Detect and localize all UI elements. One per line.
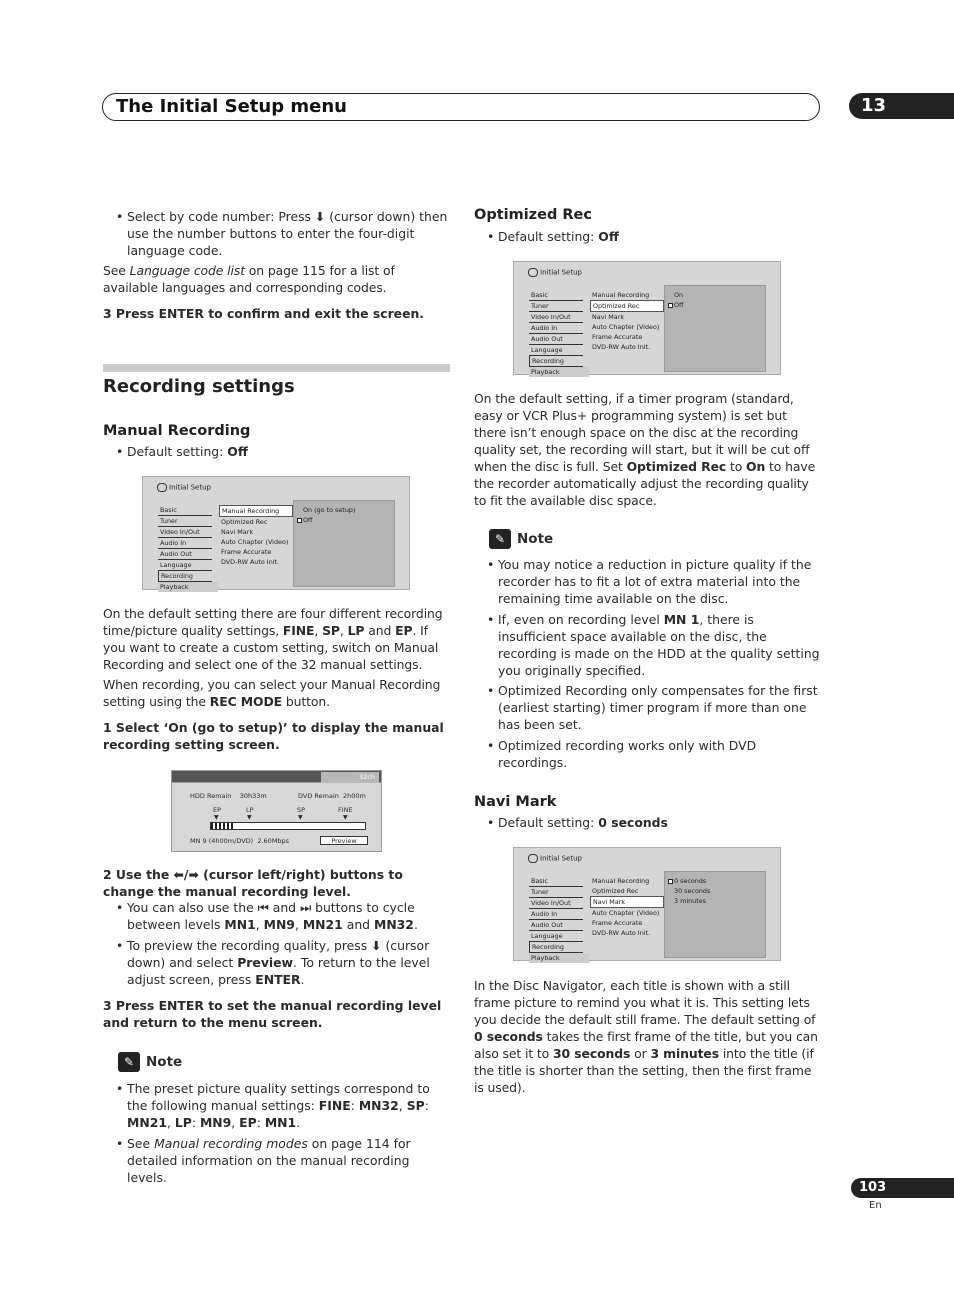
note-heading-left: ✎ Note (118, 1052, 182, 1072)
menu-playback: Playback (529, 367, 589, 377)
level-fill (211, 823, 235, 829)
menu-basic: Basic (529, 876, 583, 887)
item-optimized: Optimized Rec (592, 887, 639, 895)
item-auto-chapter: Auto Chapter (Video) (592, 323, 660, 331)
opt-30s: 30 seconds (674, 887, 711, 895)
note-heading-right: ✎ Note (489, 529, 553, 549)
item-navi: Navi Mark (592, 313, 625, 321)
step-1: 1 Select ‘On (go to setup)’ to display the manual recording setting screen. (103, 720, 444, 752)
item-frame: Frame Accurate (592, 919, 643, 927)
opt-on: On (go to setup) (303, 506, 356, 514)
screen-items (219, 505, 293, 567)
checkbox-icon (668, 879, 673, 884)
item-navi: Navi Mark (221, 528, 254, 536)
menu-audio-out: Audio Out (529, 920, 583, 931)
screen-items (590, 876, 664, 938)
opt-3m: 3 minutes (674, 897, 706, 905)
manual-options (297, 505, 355, 525)
level-lp: LP (246, 806, 254, 814)
menu-playback: Playback (158, 582, 218, 592)
item-auto-chapter: Auto Chapter (Video) (592, 909, 660, 917)
navi-options (668, 876, 710, 906)
note-right-3: • Optimized Recording only compensates for the first (earliest starting) timer program if more than one has been set. (487, 683, 818, 732)
disc-icon (157, 483, 167, 492)
sp-marker-icon: ▼ (298, 814, 303, 821)
item-auto-chapter: Auto Chapter (Video) (221, 538, 289, 546)
item-dvdrw: DVD-RW Auto Init. (221, 558, 280, 566)
item-navi: Navi Mark (590, 896, 664, 908)
dvd-remain: DVD Remain 2h00m (298, 792, 366, 800)
page-title: The Initial Setup menu (116, 96, 347, 117)
menu-tuner: Tuner (158, 516, 212, 527)
disc-icon (528, 854, 538, 863)
item-dvdrw: DVD-RW Auto Init. (592, 343, 651, 351)
checkbox-icon (668, 303, 673, 308)
navi-default: • Default setting: 0 seconds (487, 815, 668, 830)
level-ep: EP (213, 806, 222, 814)
manual-recording-title: Manual Recording (103, 423, 251, 439)
screen-menu (529, 290, 589, 377)
screen-menu (529, 876, 589, 963)
note-right-2: • If, even on recording level MN 1, there is insufficient space available on the disc, the recording is made on the HDD at the quality setting you originally specified. (487, 612, 820, 678)
level-screen (171, 770, 382, 852)
menu-recording: Recording (529, 356, 583, 367)
note-right-4: • Optimized recording works only with DVD recordings. (487, 738, 757, 770)
bullet-code: • Select by code number: Press ⬇ (cursor down) then use the number buttons to enter the four-digit language code. (116, 209, 448, 258)
opt-on: On (674, 291, 684, 299)
level-fine: FINE (338, 806, 353, 814)
hdd-remain: HDD Remain 30h33m (190, 792, 267, 800)
menu-basic: Basic (158, 505, 212, 516)
section-title: Recording settings (103, 376, 295, 397)
menu-tuner: Tuner (529, 887, 583, 898)
navi-mark-screen (513, 847, 781, 961)
chapter-number: 13 (849, 93, 954, 119)
section-divider (103, 364, 450, 372)
step-3-confirm: 3 Press ENTER to confirm and exit the screen. (103, 306, 425, 321)
opt-off-row: Off (668, 300, 683, 310)
bullet-cycle: • You can also use the ⏮ and ⏭ buttons to cycle between levels MN1, MN9, MN21 and MN32. (116, 900, 418, 932)
optimized-options (668, 290, 683, 310)
item-manual-rec: Manual Recording (592, 877, 650, 885)
screen-menu (158, 505, 218, 592)
item-manual-rec: Manual Recording (592, 291, 650, 299)
menu-audio-in: Audio In (158, 538, 212, 549)
menu-recording: Recording (529, 942, 583, 953)
level-sp: SP (297, 806, 306, 814)
screen-title: Initial Setup (528, 268, 582, 277)
optimized-rec-title: Optimized Rec (474, 207, 592, 223)
mn-readout: MN 9 (4h00m/DVD) 2.60Mbps (190, 837, 290, 845)
pencil-note-icon: ✎ (118, 1052, 140, 1072)
disc-icon (528, 268, 538, 277)
manual-para-2: When recording, you can select your Manual Recording setting using the REC MODE button. (103, 677, 441, 709)
opt-off-row: Off (297, 515, 355, 525)
step-3-set: 3 Press ENTER to set the manual recording level and return to the menu screen. (103, 998, 442, 1030)
item-optimized: Optimized Rec (590, 300, 664, 312)
menu-audio-out: Audio Out (158, 549, 212, 560)
manual-default: • Default setting: Off (116, 444, 248, 459)
menu-video: Video In/Out (529, 312, 583, 323)
optimized-rec-screen (513, 261, 781, 375)
optimized-para: On the default setting, if a timer program (standard, easy or VCR Plus+ programming system) is set but there isn’t enough space on the disc at the recording quality set, the recording will start, but it will be cut off when the disc is full. Set Optimized Rec to On to have the recorder automatically adjust the recording quality to fit the available disc space. (474, 391, 816, 508)
item-frame: Frame Accurate (592, 333, 643, 341)
item-manual-rec: Manual Recording (219, 505, 293, 517)
menu-playback: Playback (529, 953, 589, 963)
manual-recording-screen (142, 476, 410, 590)
note-left-1: • The preset picture quality settings correspond to the following manual settings: FINE: MN32, SP: MN21, LP: MN9, EP: MN1. (116, 1081, 430, 1130)
menu-tuner: Tuner (529, 301, 583, 312)
step-2: 2 Use the ⬅/➡ (cursor left/right) buttons to change the manual recording level. (103, 867, 403, 899)
item-dvdrw: DVD-RW Auto Init. (592, 929, 651, 937)
navi-para: In the Disc Navigator, each title is shown with a still frame picture to remind you what it is. This setting lets you decide the default still frame. The default setting of 0 seconds takes the first frame of the title, but you can also set it to 30 seconds or 3 minutes into the title (if the title is shorter than the setting, then the first frame is used). (474, 978, 818, 1095)
note-left-2: • See Manual recording modes on page 114 for detailed information on the manual recording levels. (116, 1136, 411, 1185)
opt-0s-row: 0 seconds (668, 876, 710, 886)
menu-video: Video In/Out (529, 898, 583, 909)
menu-audio-out: Audio Out (529, 334, 583, 345)
lp-marker-icon: ▼ (247, 814, 252, 821)
screen-items (590, 290, 664, 352)
menu-language: Language (529, 345, 583, 356)
see-language-code: See Language code list on page 115 for a list of available languages and corresponding codes. (103, 263, 395, 295)
pencil-note-icon: ✎ (489, 529, 511, 549)
menu-language: Language (529, 931, 583, 942)
menu-audio-in: Audio In (529, 909, 583, 920)
manual-para-1: On the default setting there are four different recording time/picture quality settings, FINE, SP, LP and EP. If you want to create a custom setting, switch on Manual Recording and select one of the 32 manual settings. (103, 606, 443, 672)
bullet-preview: • To preview the recording quality, press ⬇ (cursor down) and select Preview. To return to the level adjust screen, press ENTER. (116, 938, 430, 987)
language-code: En (869, 1200, 882, 1211)
page-number: 103 (851, 1178, 954, 1198)
fine-marker-icon: ▼ (343, 814, 348, 821)
screen-title: Initial Setup (157, 483, 211, 492)
menu-recording: Recording (158, 571, 212, 582)
menu-basic: Basic (529, 290, 583, 301)
preview-button[interactable]: Preview (320, 836, 368, 845)
note-right-1: • You may notice a reduction in picture quality if the recorder has to fit a lot of extra material into the remaining time available on the disc. (487, 557, 812, 606)
menu-language: Language (158, 560, 212, 571)
menu-video: Video In/Out (158, 527, 212, 538)
optimized-default: • Default setting: Off (487, 229, 619, 244)
ep-marker-icon: ▼ (214, 814, 219, 821)
navi-mark-title: Navi Mark (474, 794, 557, 810)
item-frame: Frame Accurate (221, 548, 272, 556)
channel-count: 32ch (321, 772, 379, 783)
level-bar (210, 822, 366, 830)
checkbox-icon (297, 518, 302, 523)
item-optimized: Optimized Rec (221, 518, 268, 526)
menu-audio-in: Audio In (529, 323, 583, 334)
screen-title: Initial Setup (528, 854, 582, 863)
